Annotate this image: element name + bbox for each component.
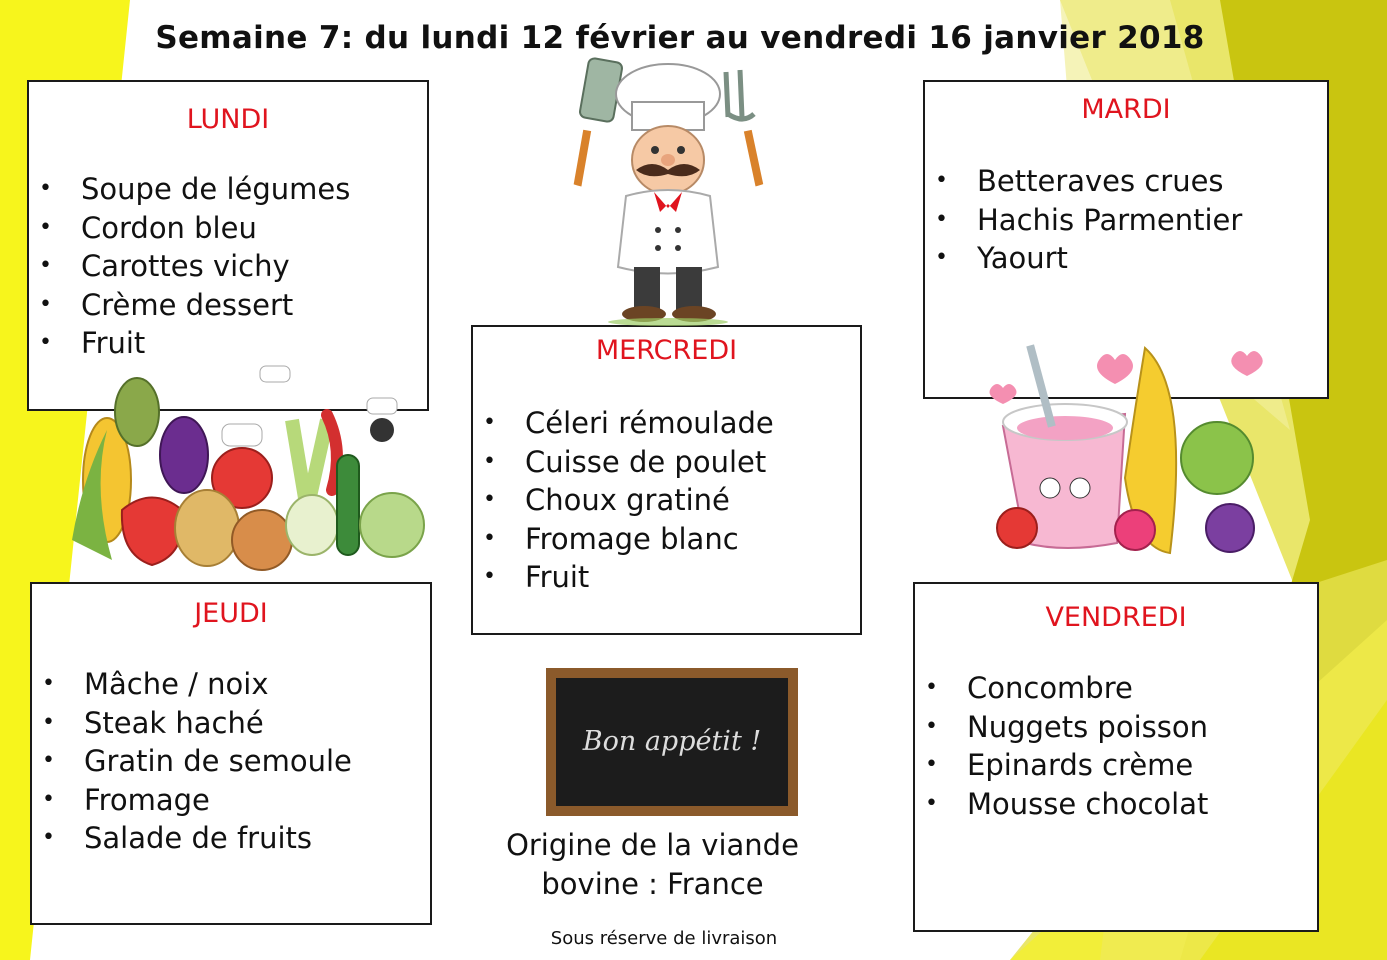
page-title: Semaine 7: du lundi 12 février au vendredi 16 janvier 2018 xyxy=(155,20,1205,56)
day-title-vendredi: VENDREDI xyxy=(1045,602,1187,633)
origin-line-2: bovine : France xyxy=(541,867,764,901)
chalkboard-text: Bon appétit ! xyxy=(582,726,762,757)
menu-item: • Nuggets poisson xyxy=(915,708,1317,747)
vegetables-illustration xyxy=(52,360,432,575)
menu-item: • Fromage xyxy=(32,781,430,820)
menu-item: • Fromage blanc xyxy=(473,520,860,559)
menu-item: • Steak haché xyxy=(32,704,430,743)
menu-item: • Mâche / noix xyxy=(32,665,430,704)
meat-origin-note xyxy=(470,826,835,904)
menu-item: • Yaourt xyxy=(925,239,1327,278)
menu-item: • Concombre xyxy=(915,669,1317,708)
origin-line-1: Origine de la viande xyxy=(506,828,799,862)
menu-item: • Gratin de semoule xyxy=(32,742,430,781)
menu-item: • Soupe de légumes xyxy=(29,170,427,209)
menu-list-mardi xyxy=(925,162,1327,278)
yogurt-fruits-illustration xyxy=(985,338,1275,570)
menu-item: • Epinards crème xyxy=(915,746,1317,785)
menu-item: • Fruit xyxy=(29,324,427,363)
footer-note: Sous réserve de livraison xyxy=(550,928,778,949)
day-box-vendredi xyxy=(913,582,1319,932)
menu-item: • Fruit xyxy=(473,558,860,597)
day-title-mardi: MARDI xyxy=(1081,94,1171,125)
menu-item: • Salade de fruits xyxy=(32,819,430,858)
menu-item: • Choux gratiné xyxy=(473,481,860,520)
menu-item: • Cordon bleu xyxy=(29,209,427,248)
menu-item: • Hachis Parmentier xyxy=(925,201,1327,240)
menu-item: • Carottes vichy xyxy=(29,247,427,286)
menu-list-jeudi xyxy=(32,665,430,858)
menu-list-mercredi xyxy=(473,404,860,597)
menu-item: • Mousse chocolat xyxy=(915,785,1317,824)
menu-item: • Betteraves crues xyxy=(925,162,1327,201)
menu-item: • Crème dessert xyxy=(29,286,427,325)
chef-illustration xyxy=(548,52,788,327)
menu-list-lundi xyxy=(29,170,427,363)
day-box-jeudi xyxy=(30,582,432,925)
menu-item: • Céleri rémoulade xyxy=(473,404,860,443)
menu-list-vendredi xyxy=(915,669,1317,823)
day-title-jeudi: JEUDI xyxy=(194,598,268,629)
day-box-mercredi xyxy=(471,325,862,635)
menu-item: • Cuisse de poulet xyxy=(473,443,860,482)
day-title-mercredi: MERCREDI xyxy=(595,335,738,366)
day-title-lundi: LUNDI xyxy=(186,104,270,135)
chalkboard xyxy=(546,668,798,816)
